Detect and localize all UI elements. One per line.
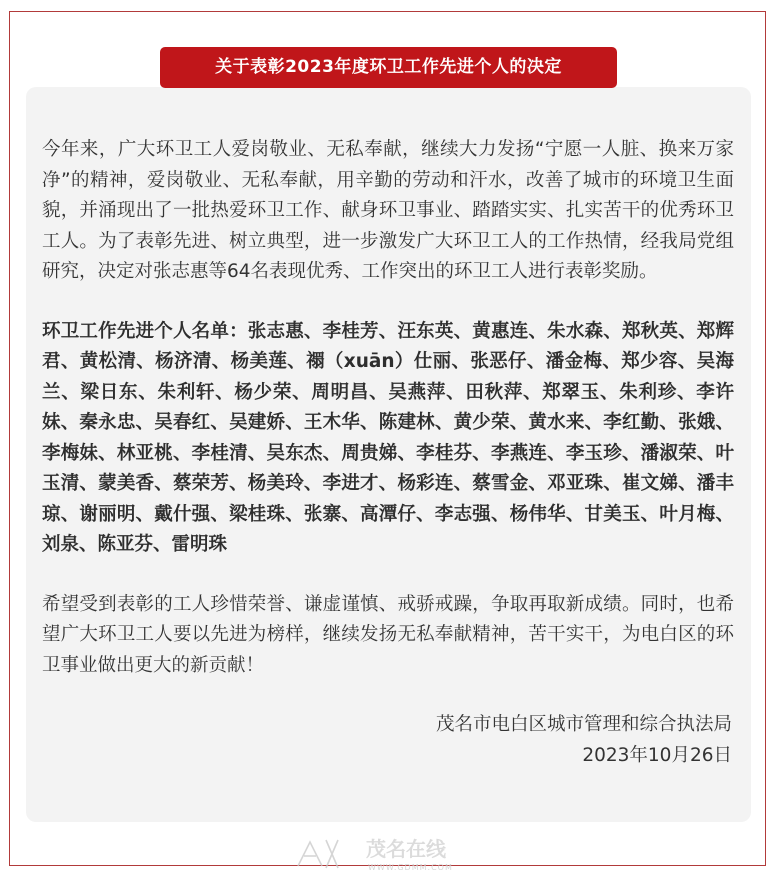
signature-organization: 茂名市电白区城市管理和综合执法局 (435, 714, 732, 735)
page-title: 关于表彰2023年度环卫工作先进个人的决定 (160, 47, 617, 88)
signature-block (42, 710, 734, 771)
intro-paragraph: 今年来，广大环卫工人爱岗敬业、无私奉献，继续大力发扬“宁愿一人脏、换来万家净”的精神，爱岗敬业、无私奉献，用辛勤的劳动和汗水，改善了城市的环境卫生面貌，并涌现出了一批热爱环卫工作、献身环卫事业、踏踏实实、扎实苦干的优秀环卫工人。为了表彰先进、树立典型，进一步激发广大环卫工人的工作热情，经我局党组研究，决定对张志惠等64名表现优秀、工作突出的环卫工人进行表彰奖励。 (42, 139, 734, 282)
signature-date: 2023年10月26日 (582, 744, 732, 766)
honor-list: 环卫工作先进个人名单：张志惠、李桂芳、汪东英、黄惠连、朱水森、郑秋英、郑辉君、黄松清、杨济清、杨美莲、禤（xuān）仕丽、张恶仔、潘金梅、郑少容、吴海兰、梁日东、朱利轩、杨少荣、周明昌、吴燕萍、田秋萍、郑翠玉、朱利珍、李许妹、秦永忠、吴春红、吴建娇、王木华、陈建林、黄少荣、黄水来、李红勤、张娥、李梅妹、林亚桃、李桂清、吴东杰、周贵娣、李桂芬、李燕连、李玉珍、潘淑荣、叶玉清、蒙美香、蔡荣芳、杨美玲、李进才、杨彩连、蔡雪金、邓亚珠、崔文娣、潘丰琼、谢丽明、戴什强、梁桂珠、张寨、高潭仔、李志强、杨伟华、甘美玉、叶月梅、刘泉、陈亚芬、雷明珠 (42, 320, 734, 555)
closing-paragraph: 希望受到表彰的工人珍惜荣誉、谦虚谨慎、戒骄戒躁，争取再取新成绩。同时，也希望广大环卫工人要以先进为榜样，继续发扬无私奉献精神，苦干实干，为电白区的环卫事业做出更大的新贡献！ (42, 593, 734, 676)
watermark-brand: 茂名在线 (366, 837, 446, 861)
watermark-mark-icon (298, 840, 338, 868)
watermark-url: WWW.GDMM.COM (368, 863, 453, 872)
document-body (26, 87, 751, 822)
watermark-logo (288, 832, 498, 874)
